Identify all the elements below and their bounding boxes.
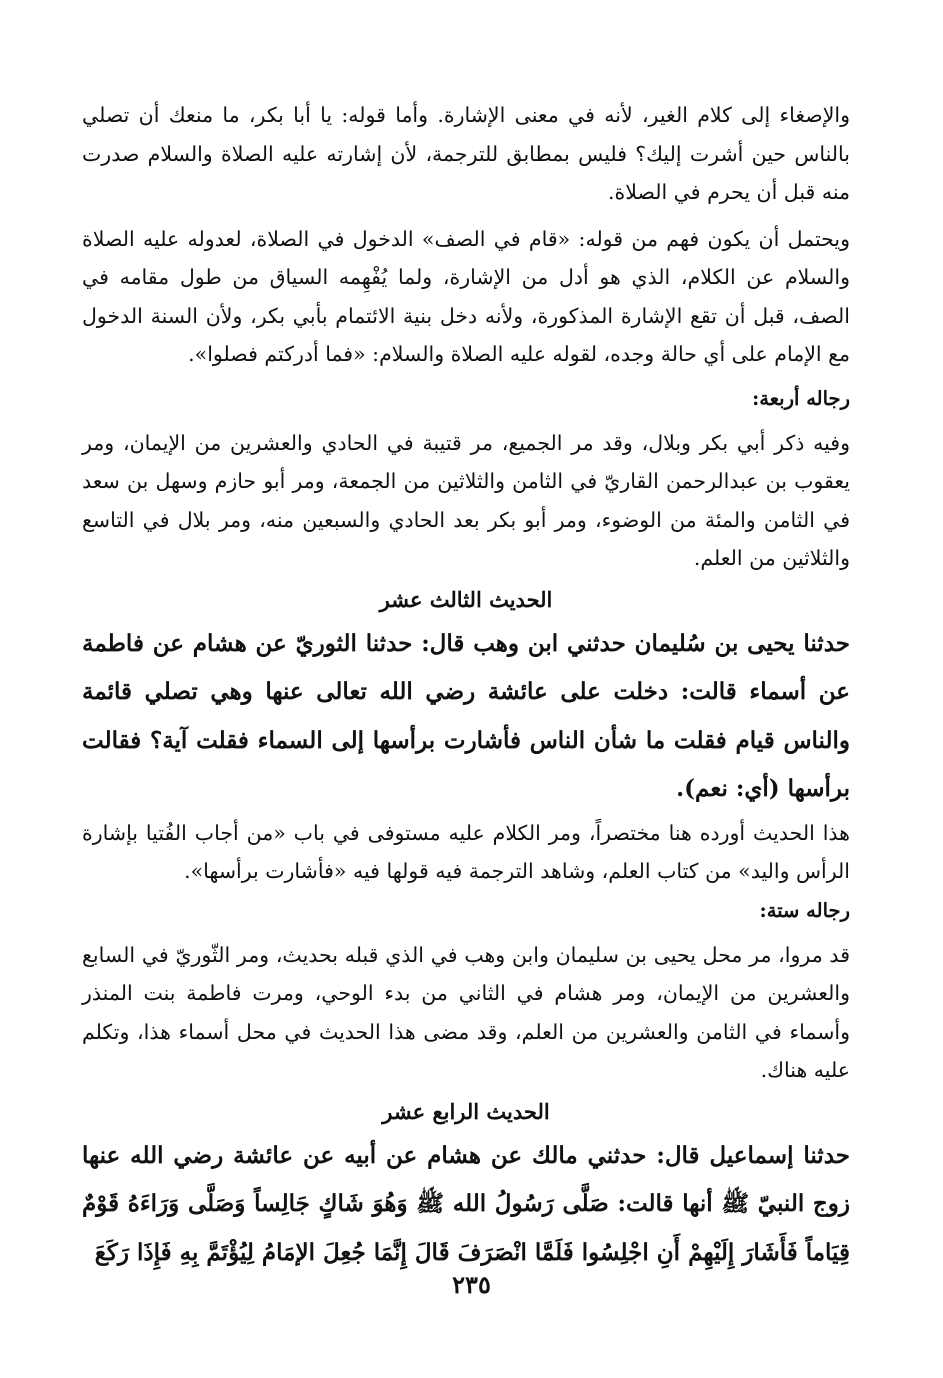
paragraph-continuation: والإصغاء إلى كلام الغير، لأنه في معنى الإشارة. وأما قوله: يا أبا بكر، ما منعك أن تصلي بالناس حين أشرت إليك؟ فليس بمطابق للترجمة، لأن إشارته عليه الصلاة والسلام صدرت منه قبل أن يحرم في الصلاة. (82, 103, 850, 204)
hadith-14-text: حدثنا إسماعيل قال: حدثني مالك عن هشام عن أبيه عن عائشة رضي الله عنها زوج النبيّ ﷺ أنها قالت: صَلَّى رَسُولُ الله ﷺ وَهُوَ شَاكٍ جَالِساً وَصَلَّى وَرَاءَهُ قَوْمٌ قِيَاماً فَأَشَارَ إِلَيْهِمْ أَنِ اجْلِسُوا فَلَمَّا انْصَرَفَ قَالَ إِنَّمَا جُعِلَ الإمَامُ لِيُؤْتَمَّ بِهِ فَإِذَا رَكَعَ (82, 1141, 850, 1266)
page-number: ٢٣٥ (452, 1270, 491, 1299)
paragraph-hadith-13-commentary: هذا الحديث أورده هنا مختصراً، ومر الكلام عليه مستوفى في باب «من أجاب الفُتيا بإشارة الرأس واليد» من كتاب العلم، وشاهد الترجمة فيه قولها فيه «فأشارت برأسها». (82, 820, 850, 883)
hadith-14-title: الحديث الرابع عشر (382, 1098, 550, 1124)
paragraph-interpretation: ويحتمل أن يكون فهم من قوله: «قام في الصف» الدخول في الصلاة، لعدوله عليه الصلاة والسلام عن الكلام، الذي هو أدل من الإشارة، ولما يُفْهِمه السياق من طول مقامه في الصف، قبل أن تقع الإشارة المذكورة، ولأنه دخل بنية الائتمام بأبي بكر، ولأن السنة الدخول مع الإمام على أي حالة وجده، لقوله عليه الصلاة والسلام: «فما أدركتم فصلوا». (82, 226, 850, 366)
narrators-heading-six: رجاله ستة: (759, 898, 850, 922)
hadith-13-title: الحديث الثالث عشر (379, 586, 553, 612)
narrators-heading-four: رجاله أربعة: (752, 386, 850, 410)
paragraph-narrators-four: وفيه ذكر أبي بكر وبلال، وقد مر الجميع، مر قتيبة في الحادي والعشرين من الإيمان، ومر يعقوب بن عبدالرحمن القاريّ في الثامن والثلاثين من الجمعة، ومر أبو حازم وسهل بن سعد في الثامن والمئة من الوضوء، ومر أبو بكر بعد الحادي والسبعين منه، ومر بلال في التاسع والثلاثين من العلم. (82, 430, 850, 570)
paragraph-narrators-six: قد مروا، مر محل يحيى بن سليمان وابن وهب في الذي قبله بحديث، ومر الثّوريّ في السابع والعشرين من الإيمان، ومر هشام في الثاني من بدء الوحي، ومرت فاطمة بنت المنذر وأسماء في الثامن والعشرين من العلم، وقد مضى هذا الحديث في محل أسماء هذا، وتكلم عليه هناك. (82, 942, 850, 1082)
page-body (82, 96, 850, 1277)
hadith-13-text: حدثنا يحيى بن سُليمان حدثني ابن وهب قال: حدثنا الثوريّ عن هشام عن فاطمة عن أسماء قالت: دخلت على عائشة رضي الله تعالى عنها وهي تصلي قائمة والناس قيام فقلت ما شأن الناس فأشارت برأسها إلى السماء فقلت آية؟ فقالت برأسها (أي: نعم). (82, 629, 850, 802)
